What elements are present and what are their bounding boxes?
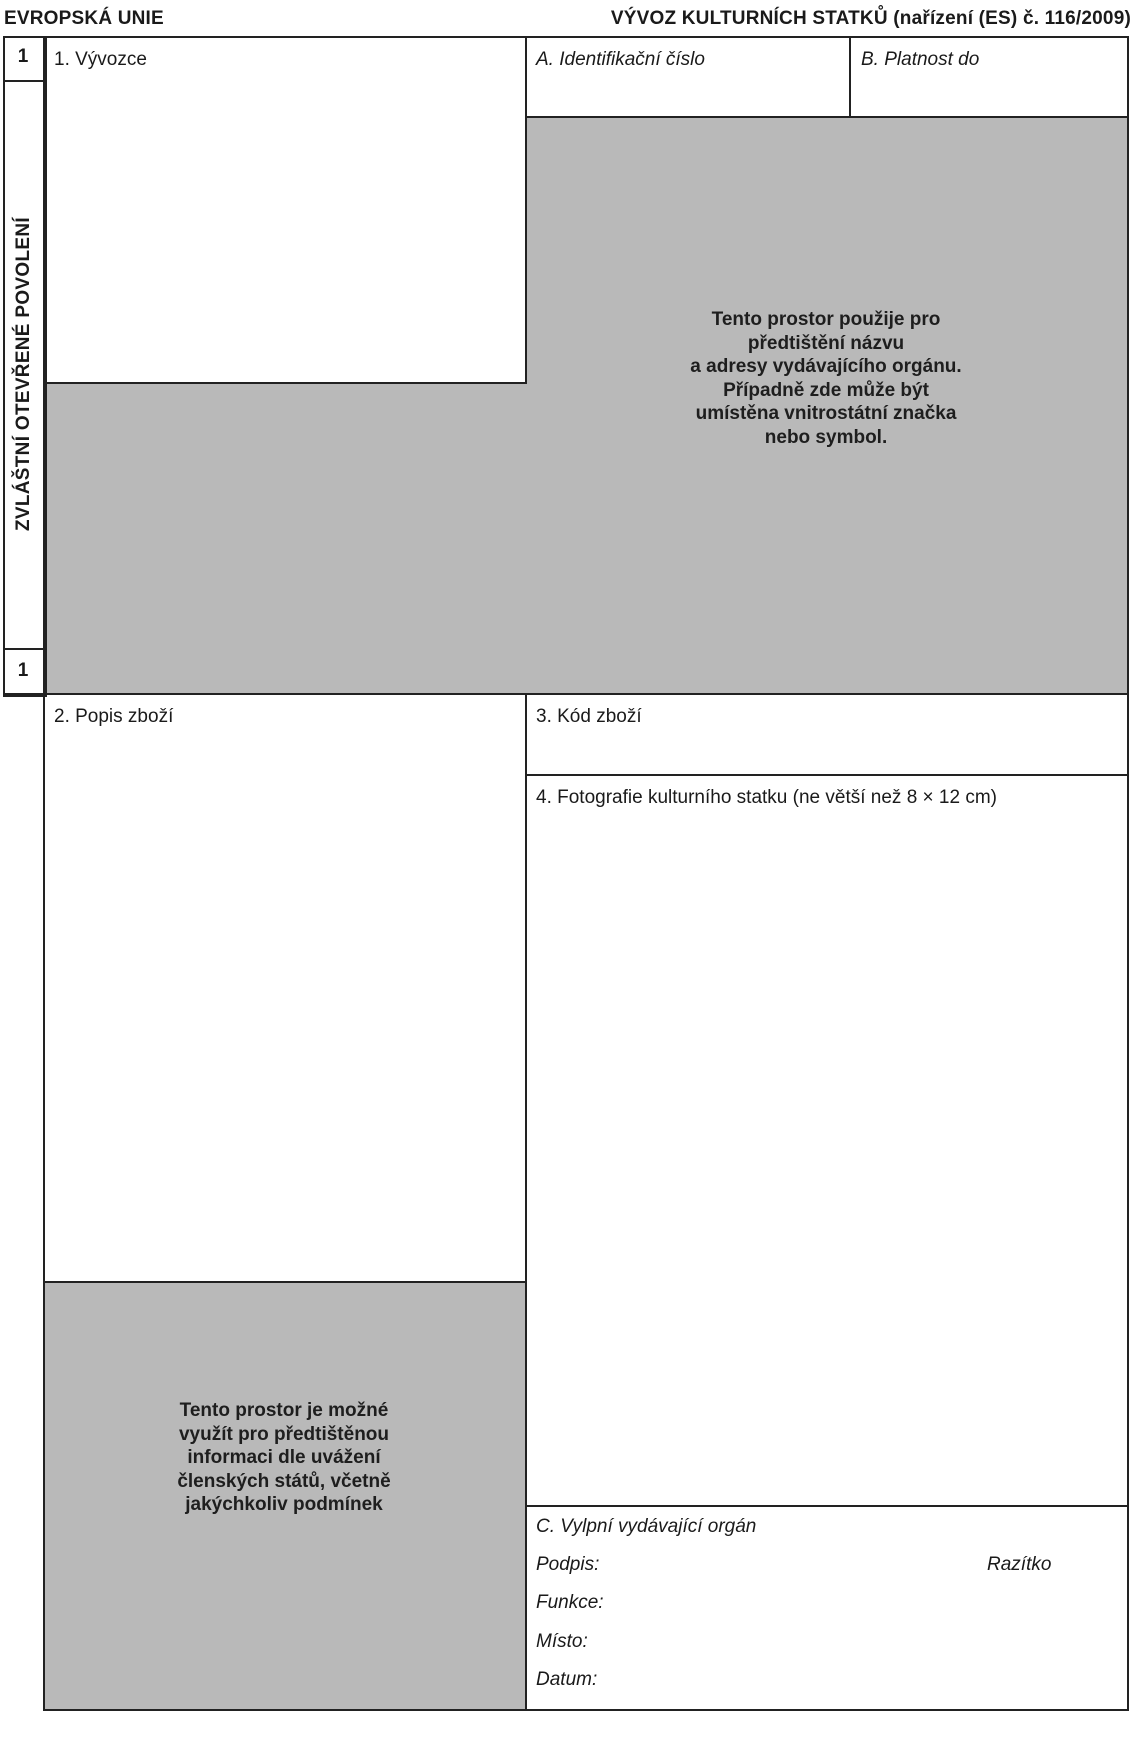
stamp-label: Razítko	[987, 1554, 1052, 1575]
header-right: VÝVOZ KULTURNÍCH STATKŮ (nařízení (ES) č. 116/2009)	[610, 8, 1131, 29]
photo-label: 4. Fotografie kulturního statku (ne větší než 8 × 12 cm)	[536, 787, 997, 808]
lower-note-line: Tento prostor je možné	[179, 1400, 389, 1421]
left-border	[43, 36, 45, 1710]
side-tab-top-divider	[3, 80, 45, 82]
valid-until-label: B. Platnost do	[861, 49, 980, 70]
description-label: 2. Popis zboží	[54, 706, 174, 727]
upper-note-line: Tento prostor použije pro	[711, 309, 941, 330]
id-valid-divider	[849, 36, 851, 117]
side-tab-bottom-divider	[3, 648, 45, 650]
lower-note-line: členských států, včetně	[177, 1470, 391, 1492]
description-bottom	[43, 1281, 527, 1283]
middle-divider	[3, 693, 1129, 695]
upper-note-line: nebo symbol.	[764, 426, 888, 448]
center-divider	[525, 693, 527, 1710]
bottom-border	[43, 1709, 1129, 1711]
right-border	[1127, 36, 1129, 1710]
lower-note	[124, 1399, 444, 1517]
lower-note-line: informaci dle uvážení	[187, 1447, 381, 1468]
top-border	[43, 36, 1129, 38]
side-tab-number-top: 1	[17, 46, 29, 67]
lower-note-line: jakýchkoliv podmínek	[185, 1494, 383, 1515]
header-left: EVROPSKÁ UNIE	[4, 8, 164, 29]
id-row-bottom	[525, 116, 1129, 118]
upper-shaded-area-left	[44, 383, 528, 694]
signature-label: Podpis:	[536, 1554, 600, 1575]
identification-label: A. Identifikační číslo	[536, 49, 705, 70]
function-label: Funkce:	[536, 1592, 604, 1613]
side-tab-title: ZVLÁŠTNÍ OTEVŘENÉ POVOLENÍ	[13, 217, 34, 531]
side-tab-number-bottom: 1	[17, 660, 29, 681]
upper-note-line: Případně zde může být	[723, 379, 929, 401]
issuer-title: C. Vylpní vydávající orgán	[536, 1516, 757, 1537]
exporter-label: 1. Vývozce	[54, 49, 147, 70]
exporter-bottom	[43, 382, 527, 384]
goods-code-label: 3. Kód zboží	[536, 706, 642, 727]
place-label: Místo:	[536, 1631, 588, 1652]
photo-bottom	[525, 1505, 1129, 1507]
date-label: Datum:	[536, 1669, 598, 1690]
exporter-right-divider	[525, 36, 527, 384]
goods-code-bottom	[525, 774, 1129, 776]
upper-note-line: předtištění názvu	[747, 332, 905, 354]
lower-note-line: využít pro předtištěnou	[178, 1423, 390, 1445]
upper-note-line: a adresy vydávajícího orgánu.	[690, 356, 962, 377]
upper-note	[626, 308, 1026, 449]
upper-note-line: umístěna vnitrostátní značka	[695, 403, 957, 424]
